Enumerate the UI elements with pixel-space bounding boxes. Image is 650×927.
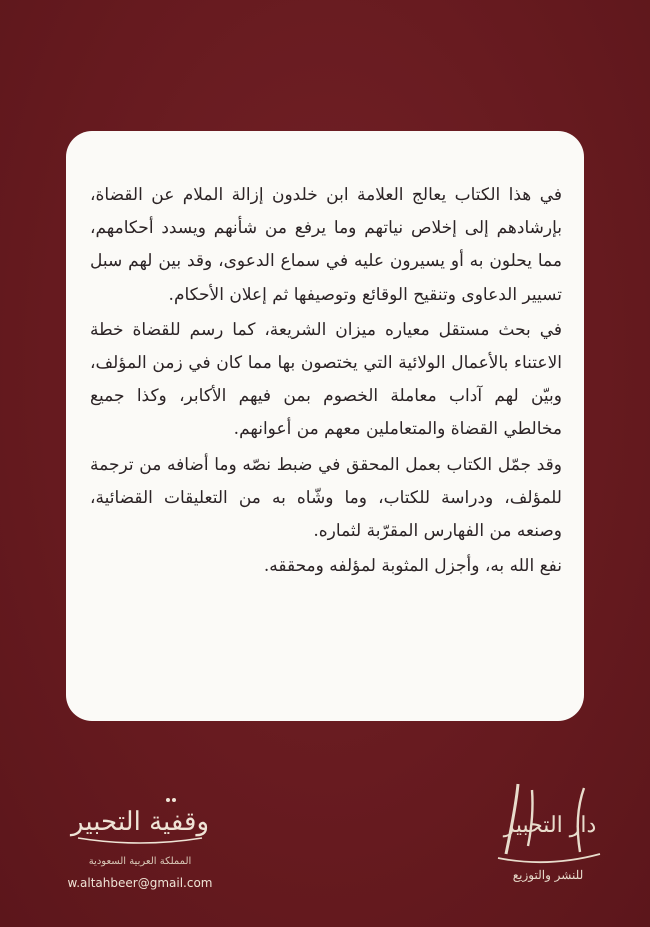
email-address: w.altahbeer@gmail.com	[67, 876, 213, 890]
country-label: المملكة العربية السعودية	[88, 856, 192, 867]
dar-altahbeer-logo	[488, 776, 608, 896]
waqfiyat-calligraphy-logo	[60, 790, 220, 850]
dar-logo-text: دار التحبير	[503, 813, 597, 838]
paragraph-3: وقد جمّل الكتاب بعمل المحقق في ضبط نصّه وما أضافه من ترجمة للمؤلف، ودراسة للكتاب، وما وشّاه به من التعليقات القضائية، وصنعه من الفهارس المقرّبة لثماره.	[90, 454, 562, 542]
paragraph-4: نفع الله به، وأجزل المثوبة لمؤلفه ومحققه.	[263, 556, 562, 577]
paragraph-1: في هذا الكتاب يعالج العلامة ابن خلدون إزالة الملام عن القضاة، بإرشادهم إلى إخلاص نياتهم وما يرفع من شأنهم ويسدد أحكامهم، مما يحلون به أو يسيرون عليه في سماع الدعوى، وقد بين لهم سبل تسيير الدعاوى وتنقيح الوقائع وتوصيفها ثم إعلان الأحكام.	[90, 185, 562, 305]
waqfiyat-logo-text: وقفية التحبير	[71, 807, 209, 837]
dar-calligraphy-logo	[488, 776, 608, 866]
text-card	[66, 131, 584, 721]
publisher-subtitle: للنشر والتوزيع	[512, 868, 584, 882]
waqfiyat-altahbeer-logo	[60, 790, 220, 900]
paragraph-2: في بحث مستقل معياره ميزان الشريعة، كما رسم للقضاة خطة الاعتناء بالأعمال الولائية التي يختصون بها مما كان في زمن المؤلف، وبيّن لهم آداب معاملة الخصوم بمن فيهم الأكابر، وكذا جميع مخالطي القضاة والمتعاملين معهم من أعوانهم.	[90, 319, 562, 440]
